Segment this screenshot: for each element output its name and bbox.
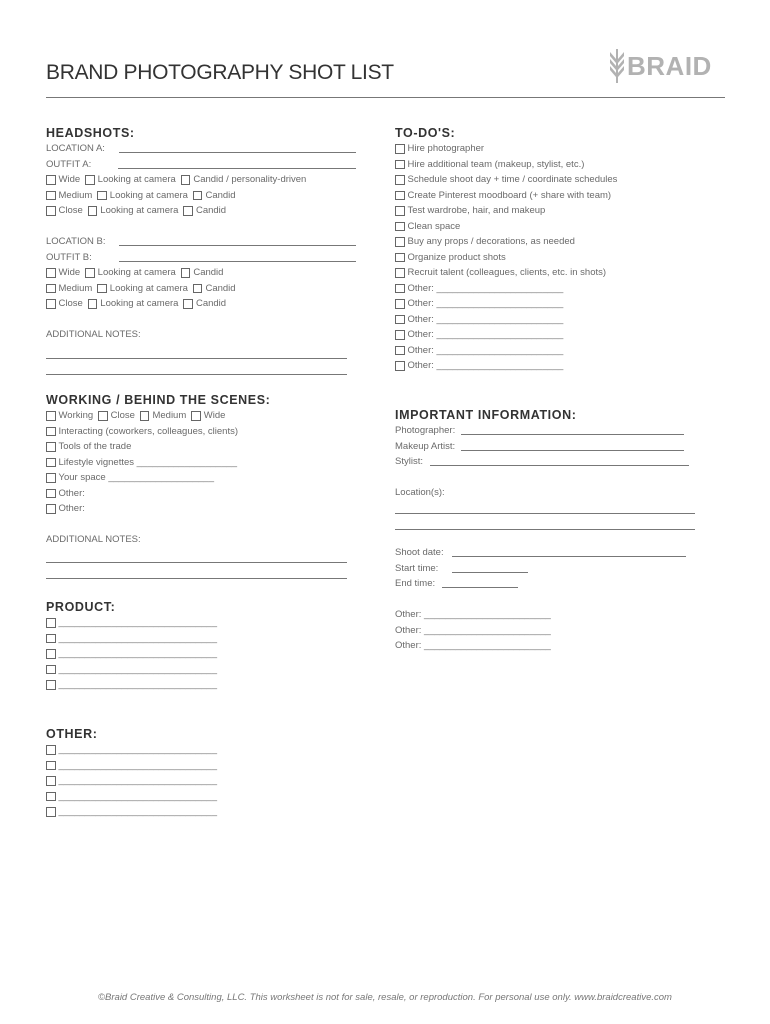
- other-line: ______________________________: [58, 775, 218, 786]
- checkbox[interactable]: [46, 427, 56, 437]
- footer-copyright: ©Braid Creative & Consulting, LLC. This worksheet is not for sale, resale, or reproduction. For personal use only. www.braidcreative.com: [98, 992, 672, 1003]
- working-item[interactable]: [46, 439, 356, 455]
- important-section: [395, 407, 700, 654]
- photographer-field[interactable]: [395, 423, 700, 439]
- location-a-line[interactable]: [119, 144, 356, 153]
- checkbox[interactable]: [46, 807, 56, 817]
- checkbox[interactable]: [46, 191, 56, 201]
- working-notes-line[interactable]: [46, 548, 347, 563]
- option-label: Looking at camera: [97, 174, 176, 185]
- todo-item[interactable]: [395, 296, 700, 312]
- stylist-field[interactable]: [395, 454, 700, 470]
- option-label: Wide: [203, 410, 226, 421]
- checkbox[interactable]: [46, 458, 56, 468]
- checkbox[interactable]: [181, 175, 191, 185]
- todo-label: Other: ________________________: [407, 282, 564, 294]
- shoot-date-line[interactable]: [452, 548, 686, 557]
- checkbox[interactable]: [46, 299, 56, 309]
- product-line: ______________________________: [58, 617, 218, 628]
- other-section: [46, 726, 356, 820]
- checkbox[interactable]: [97, 191, 107, 201]
- checkbox[interactable]: [395, 222, 405, 232]
- todo-item[interactable]: [395, 219, 700, 235]
- product-item[interactable]: [46, 646, 356, 662]
- todo-item[interactable]: [395, 343, 700, 359]
- product-item[interactable]: [46, 631, 356, 647]
- todo-label: Other: ________________________: [407, 344, 564, 356]
- other-line: ______________________________: [58, 806, 218, 817]
- option-label: Close: [58, 205, 83, 216]
- photographer-line[interactable]: [461, 426, 684, 435]
- makeup-label: Makeup Artist:: [395, 440, 456, 452]
- checkbox[interactable]: [85, 175, 95, 185]
- checkbox[interactable]: [46, 680, 56, 690]
- product-line: ______________________________: [58, 648, 218, 659]
- other-field[interactable]: Other: ________________________: [395, 609, 551, 620]
- checkbox[interactable]: [85, 268, 95, 278]
- checkbox[interactable]: [97, 284, 107, 294]
- checkbox[interactable]: [46, 504, 56, 514]
- todo-label: Other: ________________________: [407, 313, 564, 325]
- locations-line[interactable]: [395, 514, 695, 530]
- option-label: Candid: [193, 267, 224, 278]
- option-label: Candid: [205, 282, 236, 294]
- todo-label: Hire photographer: [407, 143, 485, 154]
- page-title: BRAND PHOTOGRAPHY SHOT LIST: [46, 61, 394, 84]
- todo-label: Create Pinterest moodboard (+ share with team): [407, 189, 612, 201]
- checkbox[interactable]: [46, 284, 56, 294]
- outfit-a-field[interactable]: [46, 157, 356, 173]
- todo-label: Other: ________________________: [407, 329, 564, 340]
- working-item[interactable]: [46, 470, 356, 486]
- other-heading: OTHER:: [46, 727, 98, 741]
- option-label: Medium: [152, 410, 187, 421]
- wheat-icon: [609, 47, 625, 85]
- location-b-line[interactable]: [119, 237, 356, 246]
- working-label: Your space ____________________: [58, 472, 214, 483]
- other-item[interactable]: [46, 742, 356, 758]
- headshots-notes-line[interactable]: [46, 359, 347, 375]
- start-time-label: Start time:: [395, 562, 439, 574]
- todo-label: Recruit talent (colleagues, clients, etc. in shots): [407, 267, 607, 278]
- checkbox[interactable]: [395, 237, 405, 247]
- checkbox[interactable]: [88, 299, 98, 309]
- other-line: ______________________________: [58, 744, 218, 755]
- logo-text: BRAID: [627, 50, 712, 81]
- other-line: ______________________________: [58, 790, 218, 802]
- todo-item[interactable]: [395, 358, 700, 374]
- other-field[interactable]: Other: ________________________: [395, 640, 551, 651]
- todo-item[interactable]: [395, 157, 700, 173]
- todo-label: Buy any props / decorations, as needed: [407, 236, 575, 247]
- checkbox[interactable]: [46, 206, 56, 216]
- checkbox[interactable]: [98, 411, 108, 421]
- checkbox[interactable]: [395, 206, 405, 216]
- option-label: Candid: [195, 205, 227, 216]
- checkbox[interactable]: [46, 649, 56, 659]
- checkbox[interactable]: [395, 299, 405, 309]
- working-section: [46, 392, 356, 579]
- checkbox[interactable]: [183, 299, 193, 309]
- makeup-field[interactable]: [395, 439, 700, 455]
- checkbox[interactable]: [193, 191, 203, 201]
- checkbox[interactable]: [46, 792, 56, 802]
- todos-heading: TO-DO'S:: [395, 126, 456, 140]
- product-item[interactable]: [46, 677, 356, 693]
- outfit-b-line[interactable]: [119, 253, 356, 262]
- checkbox[interactable]: [46, 442, 56, 452]
- todo-item[interactable]: [395, 188, 700, 204]
- makeup-line[interactable]: [461, 442, 684, 451]
- outfit-a-label: OUTFIT A:: [46, 158, 92, 170]
- product-heading: PRODUCT:: [46, 600, 116, 614]
- option-label: Looking at camera: [100, 298, 179, 309]
- outfit-a-line[interactable]: [118, 160, 356, 169]
- checkbox[interactable]: [46, 411, 56, 421]
- checkbox[interactable]: [46, 268, 56, 278]
- working-label: Other:: [58, 503, 85, 514]
- outfit-b-label: OUTFIT B:: [46, 251, 92, 263]
- location-b-label: LOCATION B:: [46, 236, 106, 247]
- todos-section: [395, 125, 700, 374]
- checkbox[interactable]: [395, 175, 405, 185]
- option-label: Wide: [58, 267, 81, 278]
- headshot-b-row: [46, 265, 356, 281]
- checkbox[interactable]: [46, 489, 56, 499]
- shoot-date-label: Shoot date:: [395, 547, 444, 558]
- checkbox[interactable]: [193, 284, 203, 294]
- end-time-label: End time:: [395, 578, 436, 589]
- headshots-notes-label: ADDITIONAL NOTES:: [46, 329, 141, 340]
- header-rule: [46, 97, 725, 98]
- product-line: ______________________________: [58, 663, 218, 675]
- working-label: Lifestyle vignettes ___________________: [58, 456, 238, 468]
- todo-item[interactable]: [395, 265, 700, 281]
- other-item[interactable]: [46, 758, 356, 774]
- option-label: Working: [58, 410, 94, 421]
- todo-item[interactable]: [395, 250, 700, 266]
- todo-label: Other: ________________________: [407, 360, 564, 371]
- working-label: Other:: [58, 487, 85, 499]
- checkbox[interactable]: [46, 745, 56, 755]
- checkbox[interactable]: [191, 411, 201, 421]
- option-label: Looking at camera: [109, 189, 188, 201]
- todo-label: Organize product shots: [407, 251, 506, 263]
- working-heading: WORKING / BEHIND THE SCENES:: [46, 393, 271, 407]
- headshot-a-row: [46, 172, 356, 188]
- checkbox[interactable]: [46, 776, 56, 786]
- other-item[interactable]: [46, 804, 356, 820]
- working-label: Tools of the trade: [58, 441, 132, 452]
- todo-label: Test wardrobe, hair, and makeup: [407, 205, 546, 216]
- headshot-b-row: [46, 296, 356, 312]
- option-label: Candid: [195, 298, 227, 309]
- todo-label: Other: ________________________: [407, 298, 564, 309]
- headshot-a-row: [46, 203, 356, 219]
- checkbox[interactable]: [395, 144, 405, 154]
- product-line: ______________________________: [58, 632, 218, 644]
- start-time-line[interactable]: [452, 564, 528, 573]
- other-item[interactable]: [46, 773, 356, 789]
- stylist-label: Stylist:: [395, 456, 423, 467]
- working-item[interactable]: [46, 501, 356, 517]
- checkbox[interactable]: [395, 330, 405, 340]
- checkbox[interactable]: [46, 665, 56, 675]
- working-options-row: [46, 408, 356, 424]
- working-notes-line[interactable]: [46, 563, 347, 579]
- option-label: Wide: [58, 174, 81, 185]
- todo-item[interactable]: [395, 312, 700, 328]
- working-notes-label: ADDITIONAL NOTES:: [46, 534, 141, 545]
- option-label: Close: [58, 298, 83, 309]
- start-time-field[interactable]: [395, 561, 700, 577]
- checkbox[interactable]: [46, 761, 56, 771]
- checkbox[interactable]: [395, 160, 405, 170]
- location-a-field[interactable]: [46, 141, 356, 157]
- other-line: ______________________________: [58, 759, 218, 771]
- option-label: Medium: [58, 282, 93, 294]
- todo-item[interactable]: [395, 281, 700, 297]
- photographer-label: Photographer:: [395, 425, 456, 436]
- todo-label: Clean space: [407, 220, 461, 232]
- product-item[interactable]: [46, 615, 356, 631]
- todo-item[interactable]: [395, 172, 700, 188]
- locations-label: Location(s):: [395, 487, 445, 498]
- working-item[interactable]: [46, 424, 356, 440]
- option-label: Looking at camera: [97, 267, 176, 278]
- other-field[interactable]: Other: ________________________: [395, 624, 551, 636]
- stylist-line[interactable]: [430, 457, 689, 466]
- option-label: Candid / personality-driven: [193, 174, 307, 185]
- checkbox[interactable]: [395, 315, 405, 325]
- location-b-field[interactable]: [46, 234, 356, 250]
- todo-label: Hire additional team (makeup, stylist, etc.): [407, 158, 585, 170]
- todo-item[interactable]: [395, 327, 700, 343]
- important-heading: IMPORTANT INFORMATION:: [395, 408, 577, 422]
- todo-item[interactable]: [395, 141, 700, 157]
- checkbox[interactable]: [181, 268, 191, 278]
- checkbox[interactable]: [46, 175, 56, 185]
- headshot-a-row: [46, 188, 356, 204]
- option-label: Candid: [205, 189, 236, 201]
- end-time-field[interactable]: [395, 576, 700, 592]
- checkbox[interactable]: [395, 253, 405, 263]
- checkbox[interactable]: [46, 618, 56, 628]
- working-label: Interacting (coworkers, colleagues, clients): [58, 425, 239, 437]
- other-item[interactable]: [46, 789, 356, 805]
- todo-label: Schedule shoot day + time / coordinate schedules: [407, 174, 618, 185]
- checkbox[interactable]: [88, 206, 98, 216]
- checkbox[interactable]: [46, 473, 56, 483]
- product-item[interactable]: [46, 662, 356, 678]
- checkbox[interactable]: [395, 284, 405, 294]
- headshots-notes-line[interactable]: [46, 343, 347, 359]
- working-item[interactable]: [46, 455, 356, 471]
- product-section: [46, 599, 356, 693]
- locations-line[interactable]: [395, 501, 695, 514]
- checkbox[interactable]: [395, 361, 405, 371]
- headshot-b-row: [46, 281, 356, 297]
- location-a-label: LOCATION A:: [46, 143, 105, 154]
- option-label: Looking at camera: [100, 205, 179, 216]
- checkbox[interactable]: [140, 411, 150, 421]
- outfit-b-field[interactable]: [46, 250, 356, 266]
- option-label: Looking at camera: [109, 282, 188, 294]
- end-time-line[interactable]: [442, 579, 518, 588]
- shoot-date-field[interactable]: [395, 545, 700, 561]
- checkbox[interactable]: [46, 634, 56, 644]
- headshots-section: [46, 125, 356, 375]
- braid-logo: [609, 46, 712, 86]
- option-label: Close: [110, 410, 135, 421]
- headshots-heading: HEADSHOTS:: [46, 126, 135, 140]
- checkbox[interactable]: [395, 191, 405, 201]
- todo-item[interactable]: [395, 234, 700, 250]
- working-item[interactable]: [46, 486, 356, 502]
- checkbox[interactable]: [395, 268, 405, 278]
- option-label: Medium: [58, 189, 93, 201]
- todo-item[interactable]: [395, 203, 700, 219]
- checkbox[interactable]: [395, 346, 405, 356]
- checkbox[interactable]: [183, 206, 193, 216]
- product-line: ______________________________: [58, 679, 218, 690]
